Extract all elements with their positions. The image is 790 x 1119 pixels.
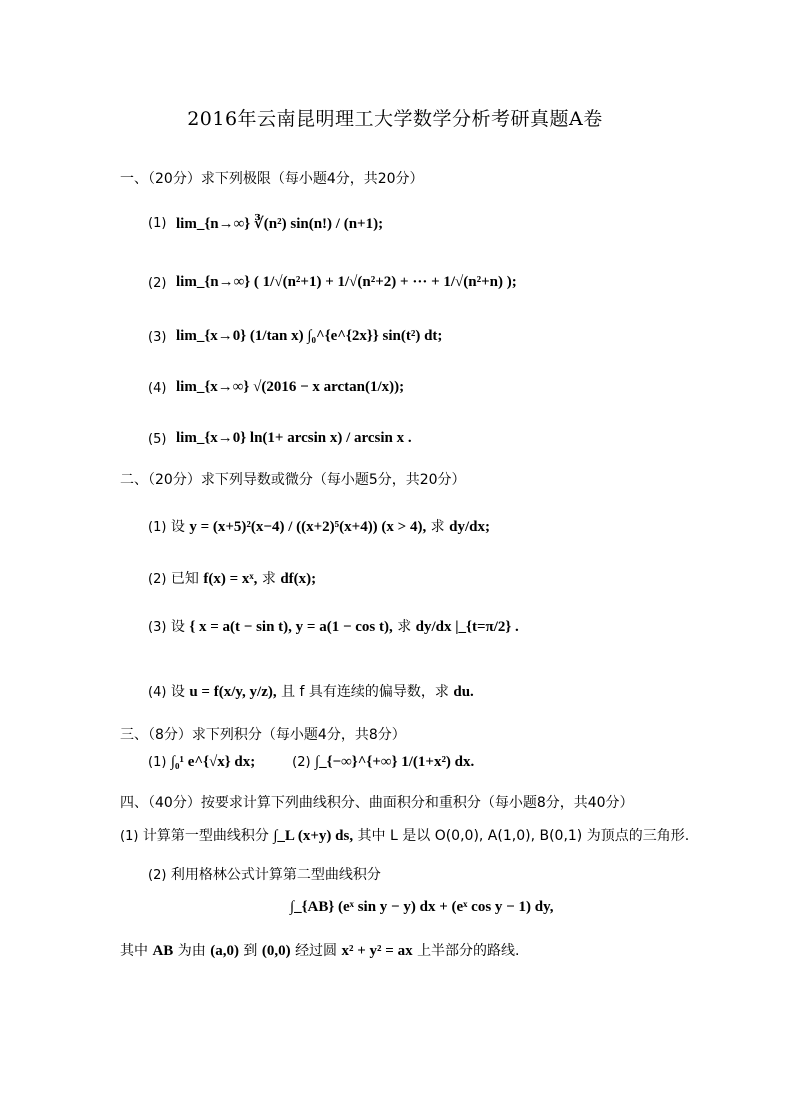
s4-footer-pre: 其中 [120,943,148,959]
s3-items [148,754,474,771]
s4-item-2 [148,864,381,884]
section-3-heading: 三、（8分）求下列积分（每小题4分，共8分） [120,727,406,743]
s4-item-2-pre: 利用格林公式计算第二型曲线积分 [170,867,381,883]
s2-item-2-post: 求 [261,571,276,587]
s4-footer-mid2: 到 [243,943,258,959]
s4-display-integral: ∫_{AB} (eˣ sin y − y) dx + (eˣ cos y − 1) dy, [290,899,554,915]
s4-footer-mid3: 经过圆 [295,943,338,959]
section-1-heading: 一、（20分）求下列极限（每小题4分，共20分） [120,171,424,187]
s2-item-2-expr: f(x) = xˣ, [203,571,258,587]
s1-item-5-expr: lim_{x→0} ln(1+ arcsin x) / arcsin x . [176,430,412,446]
s1-item-1-num: (1) [148,216,167,231]
s4-item-1-expr: ∫_L (x+y) ds, [273,828,354,844]
s4-footer-expr3: (0,0) [261,943,291,959]
section-4-heading: 四、（40分）按要求计算下列曲线积分、曲面积分和重积分（每小题8分，共40分） [120,795,634,811]
s2-item-1 [148,516,490,536]
s1-item-3-expr: lim_{x→0} (1/tan x) ∫₀^{e^{2x}} sin(t²) dt; [176,328,443,344]
s2-item-3-num: (3) [148,620,167,635]
s4-footer-post: 上半部分的路线. [417,943,520,959]
s3-item-2-expr: ∫_{−∞}^{+∞} 1/(1+x²) dx. [315,754,475,770]
s4-item-1 [120,825,689,845]
s2-item-2-pre: 已知 [170,571,199,587]
s4-footer-expr: AB [152,943,174,959]
s1-item-3-num: (3) [148,330,167,345]
s1-item-1-expr: lim_{n→∞} ∛(n²) sin(n!) / (n+1); [176,216,384,232]
s1-item-4-expr: lim_{x→∞} √(2016 − x arctan(1/x)); [176,379,405,395]
s2-item-3-pre: 设 [170,619,185,635]
s2-item-4-num: (4) [148,685,167,700]
s2-item-3-expr2: dy/dx |_{t=π/2} . [415,619,519,635]
s2-item-2-expr2: df(x); [280,571,317,587]
s2-item-2 [148,568,316,588]
s1-item-2-num: (2) [148,276,167,291]
s2-item-1-num: (1) [148,520,167,535]
s3-item-1-expr: ∫₀¹ e^{√x} dx; [170,754,256,770]
s4-footer-expr2: (a,0) [210,943,239,959]
s3-item-1-num: (1) [148,755,167,770]
s2-item-4-post: 且 f 具有连续的偏导数，求 [281,684,449,700]
section-2-heading: 二、（20分）求下列导数或微分（每小题5分，共20分） [120,472,466,488]
s4-footer-expr4: x² + y² = ax [341,943,413,959]
s4-item-1-post: 其中 L 是以 O(0,0), A(1,0), B(0,1) 为顶点的三角形. [357,828,690,844]
s2-item-1-post: 求 [430,519,445,535]
s4-footer [120,940,520,960]
s2-item-1-expr2: dy/dx; [449,519,490,535]
s2-item-3-post: 求 [397,619,412,635]
s4-footer-mid: 为由 [177,943,206,959]
s2-item-4-expr: u = f(x/y, y/z), [189,684,277,700]
s1-item-2-expr: lim_{n→∞} ( 1/√(n²+1) + 1/√(n²+2) + ··· + 1/√(n²+n) ); [176,274,517,290]
s3-item-2-num: (2) [292,755,311,770]
s2-item-4-expr2: du. [453,684,474,700]
s1-item-4-num: (4) [148,381,167,396]
s2-item-3-expr: { x = a(t − sin t), y = a(1 − cos t), [189,619,393,635]
s4-item-2-num: (2) [148,868,167,883]
page-title: 2016年云南昆明理工大学数学分析考研真题A卷 [187,108,603,130]
s2-item-1-pre: 设 [170,519,185,535]
s2-item-1-expr: y = (x+5)²(x−4) / ((x+2)⁵(x+4)) (x > 4), [189,519,427,535]
s2-item-2-num: (2) [148,572,167,587]
s2-item-4 [148,681,474,701]
s2-item-4-pre: 设 [170,684,185,700]
s2-item-3 [148,616,519,636]
s4-item-1-pre: 计算第一型曲线积分 [142,828,269,844]
s4-item-1-num: (1) [120,829,139,844]
s1-item-5-num: (5) [148,432,167,447]
